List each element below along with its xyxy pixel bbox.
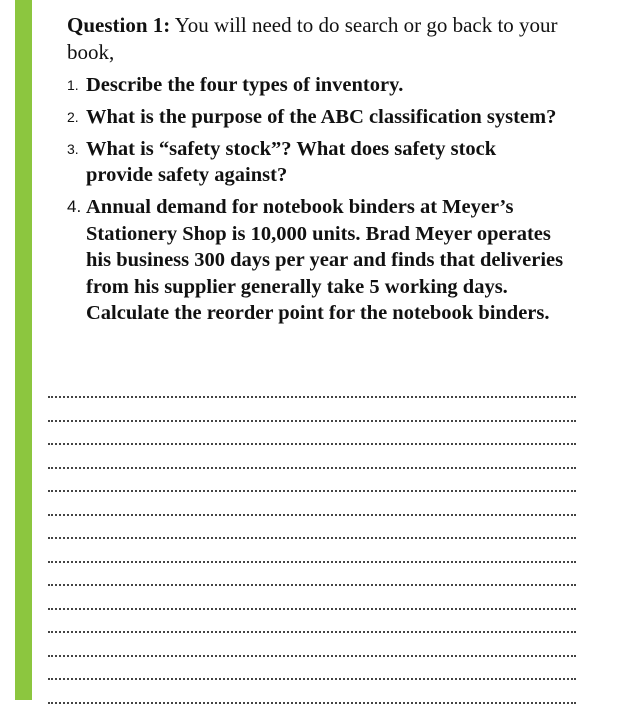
list-item	[67, 136, 567, 188]
list-item	[67, 72, 567, 98]
question-label: Question 1:	[67, 13, 171, 37]
answer-line	[48, 608, 576, 610]
answer-line	[48, 420, 576, 422]
accent-bar	[15, 0, 32, 700]
question-list	[67, 72, 567, 327]
question-text: What is “safety stock”? What does safety stock provide safety against?	[86, 138, 497, 186]
question-number: 3.	[67, 141, 79, 157]
question-number: 4.	[67, 197, 82, 216]
answer-line	[48, 702, 576, 704]
list-item	[67, 194, 567, 327]
answer-line	[48, 467, 576, 469]
answer-line	[48, 443, 576, 445]
question-text: Annual demand for notebook binders at Meyer’s Stationery Shop is 10,000 units. Brad Meyer operates his business 300 days per year and finds that deliveries from his supplier generally take 5 working days. Calculate the reorder point for the notebook binders.	[86, 196, 564, 324]
answer-line	[48, 655, 576, 657]
answer-line	[48, 490, 576, 492]
question-text: Describe the four types of inventory.	[86, 74, 404, 96]
answer-line	[48, 537, 576, 539]
answer-line	[48, 631, 576, 633]
question-number: 1.	[67, 77, 79, 93]
answer-line	[48, 678, 576, 680]
question-heading	[67, 12, 567, 66]
answer-line	[48, 396, 576, 398]
question-number: 2.	[67, 109, 79, 125]
answer-line	[48, 514, 576, 516]
answer-line	[48, 561, 576, 563]
list-item	[67, 104, 567, 130]
answer-line	[48, 584, 576, 586]
answer-area	[48, 396, 576, 725]
question-text: What is the purpose of the ABC classification system?	[86, 106, 557, 128]
question-block	[67, 12, 567, 333]
question-instruction: You will need to do search or go back to your book,	[67, 13, 558, 64]
